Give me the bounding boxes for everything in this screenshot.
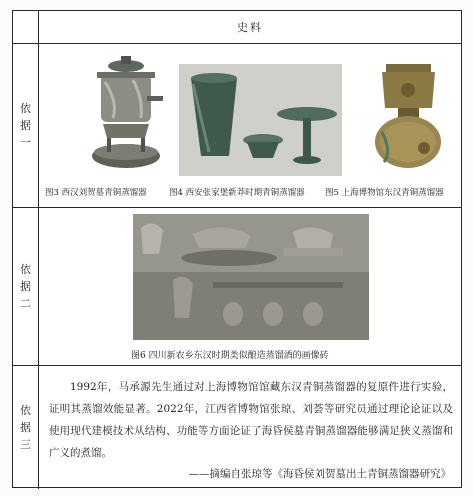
evidence-content-1 xyxy=(39,44,461,207)
photo-shanghai-still xyxy=(372,62,445,170)
evidence-row-2 xyxy=(13,207,461,365)
evidence-row-3 xyxy=(13,365,461,489)
header-corner xyxy=(13,11,39,43)
caption-fig5: 图5 上海博物馆东汉青铜蒸馏器 xyxy=(325,188,444,198)
photo-liuhe-still xyxy=(83,52,169,178)
evidence-content-3 xyxy=(39,366,461,489)
caption-fig3: 图3 西汉刘贺墓青铜蒸馏器 xyxy=(45,188,147,198)
source-citation: ——摘编自张琼等《海昏侯刘贺墓出土青铜蒸馏器研究》 xyxy=(188,468,451,480)
evidence-label-2: 依 据 二 xyxy=(13,208,39,365)
evidence-content-2 xyxy=(39,208,461,365)
photo-brick-relief xyxy=(133,214,369,340)
source-table xyxy=(12,10,462,488)
header-title: 史料 xyxy=(237,21,263,34)
caption-fig4: 图4 西安张家堡新莽时期青铜蒸馏器 xyxy=(169,188,305,198)
evidence-label-1: 依 据 一 xyxy=(13,44,39,207)
header-row xyxy=(13,11,461,43)
evidence-row-1 xyxy=(13,43,461,207)
photo-xian-still xyxy=(179,64,342,176)
caption-fig6: 图6 四川新农乡东汉时期类似酿造蒸馏酒的画像砖 xyxy=(131,351,329,361)
evidence-label-3: 依 据 三 xyxy=(13,366,39,489)
evidence-paragraph: 1992年，马承源先生通过对上海博物馆馆藏东汉青铜蒸馏器的复原件进行实验，证明其蒸馏效能显著。2022年，江西省博物馆张琼、刘荟等研究员通过理论论证以及使用现代建模技术从结构、功能等方面论证了海昏侯墓青铜蒸馏器能够满足狭义蒸馏和广义的煮馏。 xyxy=(49,381,453,459)
